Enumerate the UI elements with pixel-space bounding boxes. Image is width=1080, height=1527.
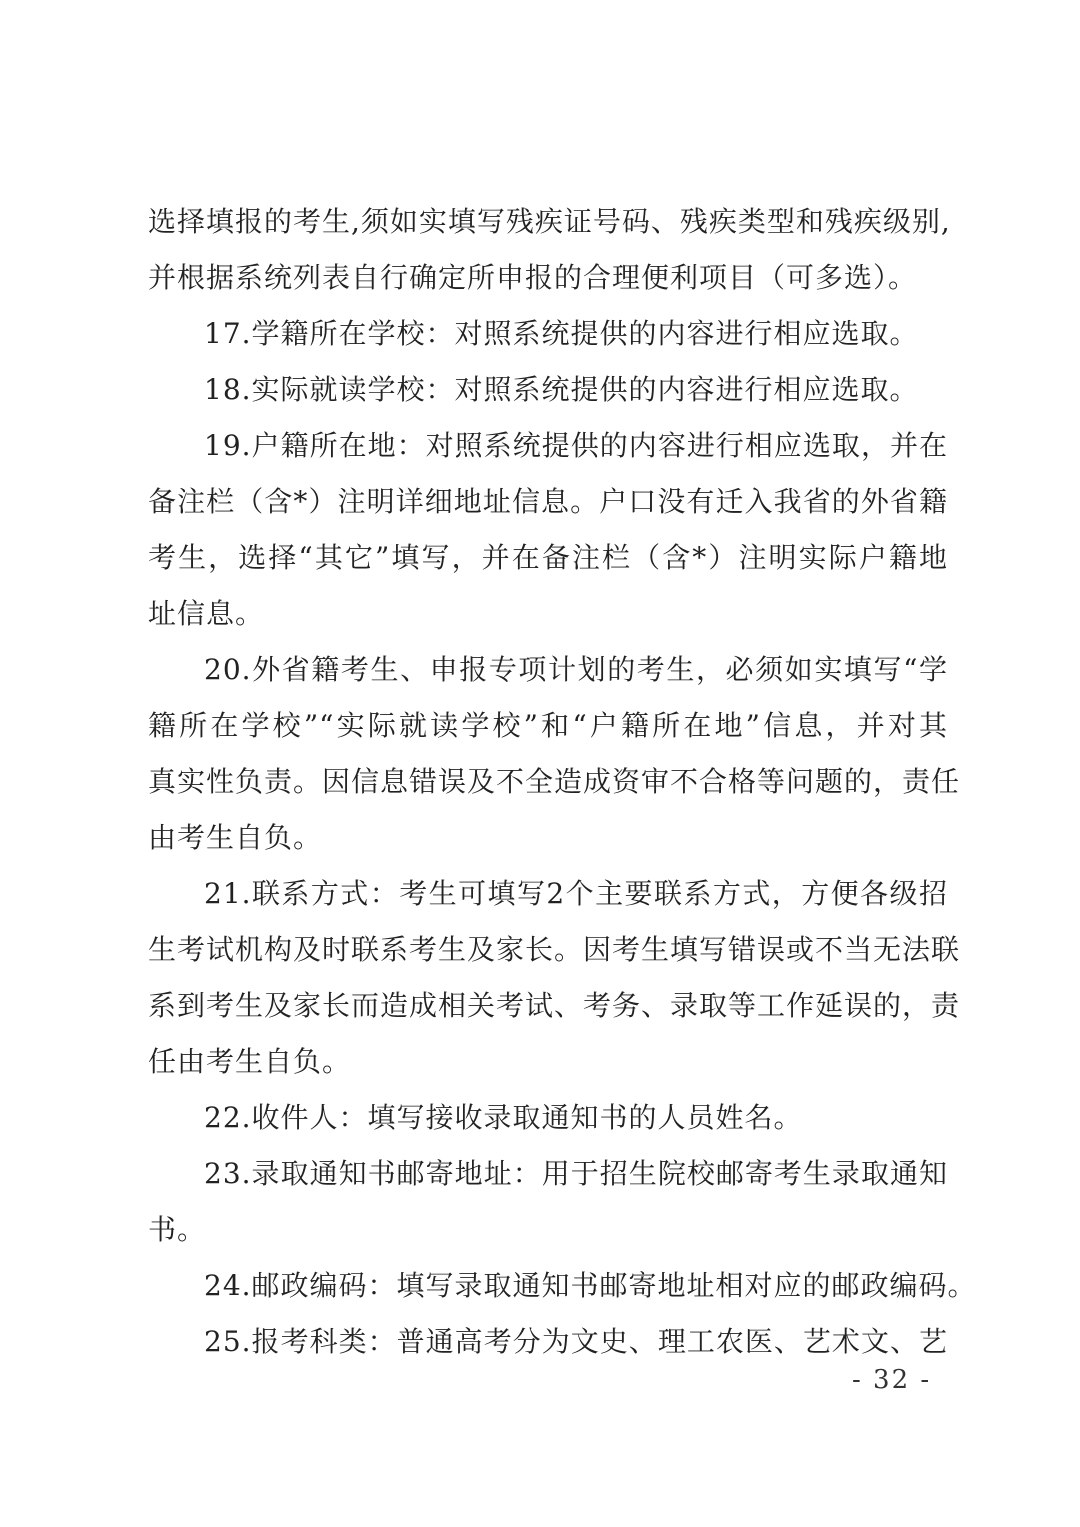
page-number: - 32 - [852,1365,932,1395]
text-line: 生考试机构及时联系考生及家长。因考生填写错误或不当无法联 [148,933,961,966]
text-line: 25.报考科类：普通高考分为文史、理工农医、艺术文、艺 [204,1325,948,1358]
text-line: 任由考生自负。 [148,1045,352,1078]
text-line: 20.外省籍考生、申报专项计划的考生，必须如实填写“学 [204,653,948,686]
text-line: 24.邮政编码：填写录取通知书邮寄地址相对应的邮政编码。 [204,1269,977,1302]
text-line: 真实性负责。因信息错误及不全造成资审不合格等问题的，责任 [148,765,961,798]
text-line: 籍所在学校”“实际就读学校”和“户籍所在地”信息，并对其 [148,709,948,742]
text-line: 23.录取通知书邮寄地址：用于招生院校邮寄考生录取通知 [204,1157,948,1190]
document-body [148,194,977,1370]
text-line: 考生，选择“其它”填写，并在备注栏（含*）注明实际户籍地 [148,541,948,574]
text-line: 18.实际就读学校：对照系统提供的内容进行相应选取。 [204,373,919,406]
text-line: 17.学籍所在学校：对照系统提供的内容进行相应选取。 [204,317,919,350]
text-line: 系到考生及家长而造成相关考试、考务、录取等工作延误的，责 [148,989,961,1022]
text-line: 选择填报的考生,须如实填写残疾证号码、残疾类型和残疾级别, [148,205,951,238]
text-line: 书。 [148,1213,207,1246]
text-line: 由考生自负。 [148,821,323,854]
text-line: 备注栏（含*）注明详细地址信息。户口没有迁入我省的外省籍 [148,485,948,518]
text-line: 21.联系方式：考生可填写2个主要联系方式，方便各级招 [204,877,948,910]
text-line: 并根据系统列表自行确定所申报的合理便利项目（可多选）。 [148,261,918,294]
text-line: 址信息。 [148,597,265,630]
text-line: 19.户籍所在地：对照系统提供的内容进行相应选取，并在 [204,429,948,462]
text-line: 22.收件人：填写接收录取通知书的人员姓名。 [204,1101,803,1134]
